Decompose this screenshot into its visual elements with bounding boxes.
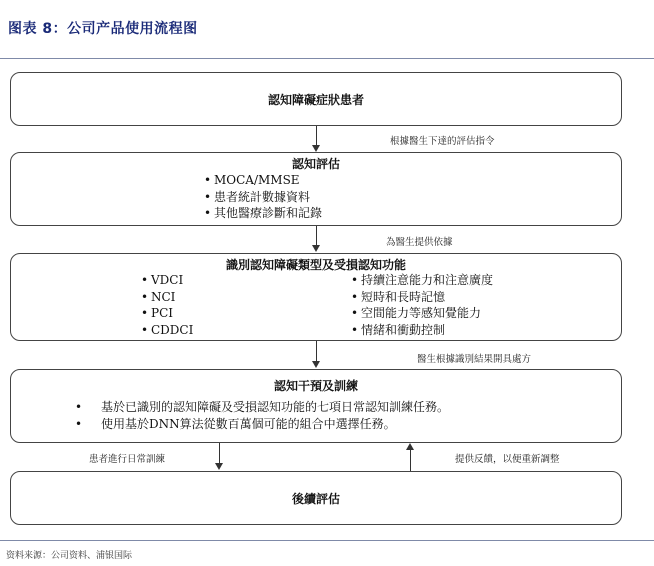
top-divider (0, 58, 654, 59)
list-item: • PCI (141, 305, 193, 322)
connector-label-identify: 為醫生提供依據 (386, 237, 453, 248)
list-item: • MOCA/MMSE (204, 172, 322, 189)
patient-box (10, 72, 622, 126)
arrow-down-icon (215, 463, 223, 470)
list-item: • 其他醫療診斷和記錄 (204, 205, 322, 222)
source-note: 资料来源：公司资料、浦银国际 (6, 551, 133, 561)
intervention-box (10, 369, 622, 443)
impaired-function-list (351, 272, 493, 338)
arrow-down-icon (312, 361, 320, 368)
list-item: • 持續注意能力和注意廣度 (351, 272, 493, 289)
connector-line-1 (316, 126, 317, 146)
identify-box (10, 253, 622, 341)
list-item: • 基於已識別的認知障礙及受損認知功能的七項日常認知訓練任務。 (73, 399, 449, 416)
patient-title: 認知障礙症狀患者 (267, 93, 364, 107)
connector-label-feedback: 提供反饋，以便重新調整 (455, 454, 560, 465)
connector-label-training: 患者進行日常訓練 (89, 454, 166, 465)
list-item: • 使用基於DNN算法從數百萬個可能的組合中選擇任務。 (73, 416, 449, 433)
intervention-list (73, 399, 449, 432)
assessment-box (10, 152, 622, 226)
cognitive-type-list (141, 272, 193, 338)
assessment-list (204, 172, 322, 222)
training-connector-line (219, 443, 220, 464)
list-item: • 短時和長時記憶 (351, 289, 493, 306)
arrow-down-icon (312, 245, 320, 252)
arrow-down-icon (312, 145, 320, 152)
follow-up-box (10, 471, 622, 525)
list-item: • 患者統計數據資料 (204, 189, 322, 206)
list-item: • NCI (141, 289, 193, 306)
figure-title: 图表 8：公司产品使用流程图 (8, 21, 198, 37)
assessment-title: 認知評估 (291, 157, 340, 171)
connector-line-2 (316, 226, 317, 246)
identify-title: 識別認知障礙類型及受損認知功能 (225, 258, 406, 272)
list-item: • VDCI (141, 272, 193, 289)
intervention-title: 認知干預及訓練 (273, 379, 358, 393)
connector-line-3 (316, 341, 317, 362)
feedback-connector-line (410, 449, 411, 471)
list-item: • 空間能力等感知覺能力 (351, 305, 493, 322)
connector-label-assessment: 根據醫生下達的評估指令 (390, 136, 495, 147)
list-item: • CDDCI (141, 322, 193, 339)
connector-label-intervention: 醫生根據識別結果開具處方 (417, 354, 532, 365)
follow-up-title: 後續評估 (291, 492, 340, 506)
list-item: • 情緒和衝動控制 (351, 322, 493, 339)
bottom-divider (0, 540, 654, 541)
